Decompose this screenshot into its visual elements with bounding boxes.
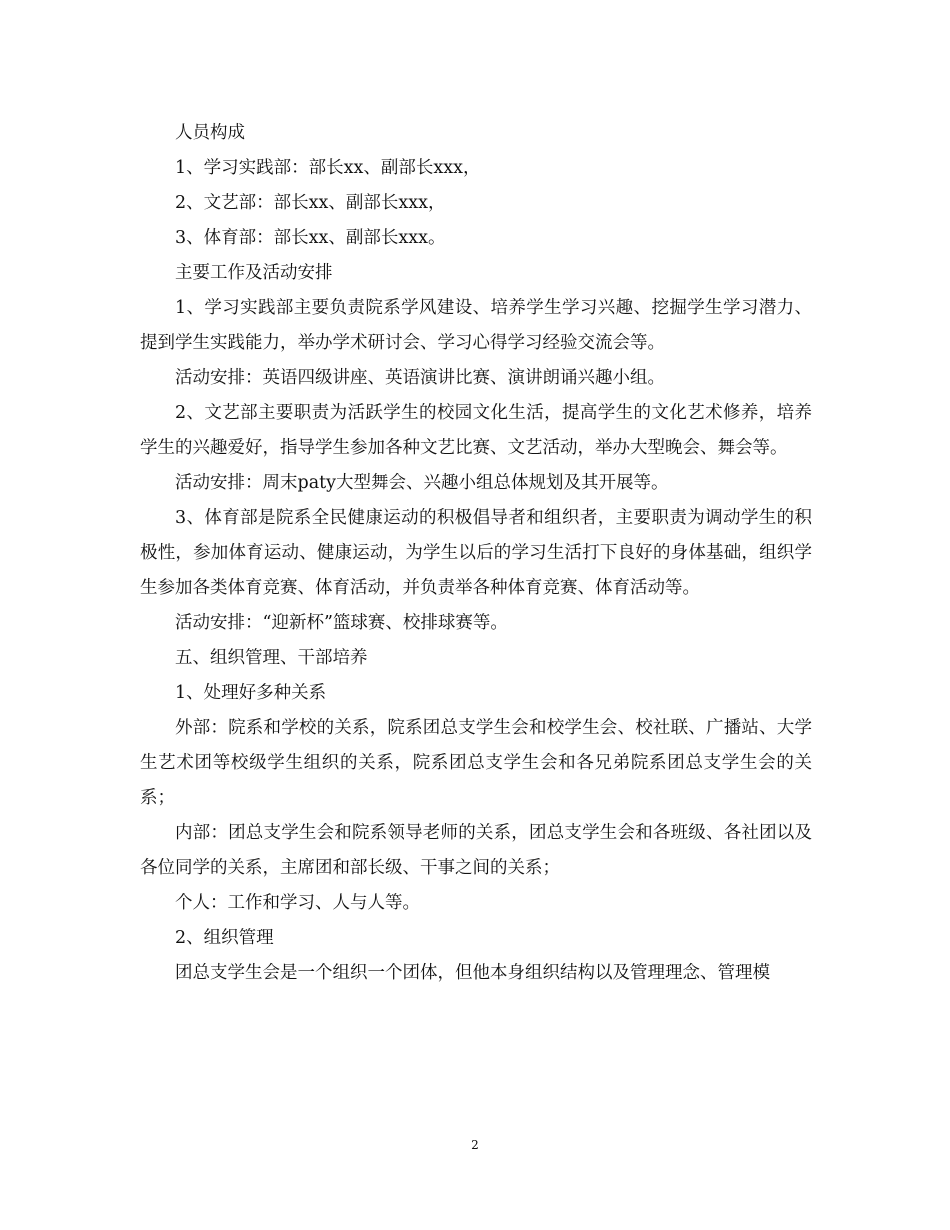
heading-personnel: 人员构成 — [175, 123, 245, 143]
document-body — [140, 116, 812, 991]
personnel-item-sports: 3、体育部：部长xx、副部长xxx。 — [175, 228, 446, 248]
paragraph-organization-intro: 团总支学生会是一个组织一个团体，但他本身组织结构以及管理理念、管理模 — [175, 963, 770, 983]
paragraph-personal-relations: 个人：工作和学习、人与人等。 — [175, 893, 420, 913]
paragraph-study-practice-activities: 活动安排：英语四级讲座、英语演讲比赛、演讲朗诵兴趣小组。 — [175, 368, 665, 388]
paragraph-sports-activities: 活动安排：“迎新杯”篮球赛、校排球赛等。 — [175, 613, 508, 633]
paragraph-sports-duties: 3、体育部是院系全民健康运动的积极倡导者和组织者，主要职责为调动学生的积极性，参加体育运动、健康运动，为学生以后的学习生活打下良好的身体基础，组织学生参加各类体育竞赛、体育活动，并负责举各种体育竞赛、体育活动等。 — [140, 508, 812, 598]
subheading-relationships: 1、处理好多种关系 — [175, 683, 327, 703]
heading-main-work: 主要工作及活动安排 — [175, 263, 333, 283]
paragraph-external-relations: 外部：院系和学校的关系，院系团总支学生会和校学生会、校社联、广播站、大学生艺术团等校级学生组织的关系，院系团总支学生会和各兄弟院系团总支学生会的关系； — [140, 718, 812, 808]
paragraph-arts-activities: 活动安排：周末paty大型舞会、兴趣小组总体规划及其开展等。 — [175, 473, 669, 493]
paragraph-internal-relations: 内部：团总支学生会和院系领导老师的关系，团总支学生会和各班级、各社团以及各位同学的关系，主席团和部长级、干事之间的关系； — [140, 823, 812, 878]
heading-organization-management: 五、组织管理、干部培养 — [175, 648, 368, 668]
personnel-item-study-practice: 1、学习实践部：部长xx、副部长xxx， — [175, 158, 481, 178]
personnel-item-arts: 2、文艺部：部长xx、副部长xxx， — [175, 193, 446, 213]
page-number: 2 — [471, 1138, 479, 1152]
paragraph-study-practice-duties: 1、学习实践部主要负责院系学风建设、培养学生学习兴趣、挖掘学生学习潜力、提到学生实践能力，举办学术研讨会、学习心得学习经验交流会等。 — [140, 298, 812, 353]
paragraph-arts-duties: 2、文艺部主要职责为活跃学生的校园文化生活，提高学生的文化艺术修养，培养学生的兴趣爱好，指导学生参加各种文艺比赛、文艺活动，举办大型晚会、舞会等。 — [140, 403, 812, 458]
subheading-organization-management: 2、组织管理 — [175, 928, 274, 948]
